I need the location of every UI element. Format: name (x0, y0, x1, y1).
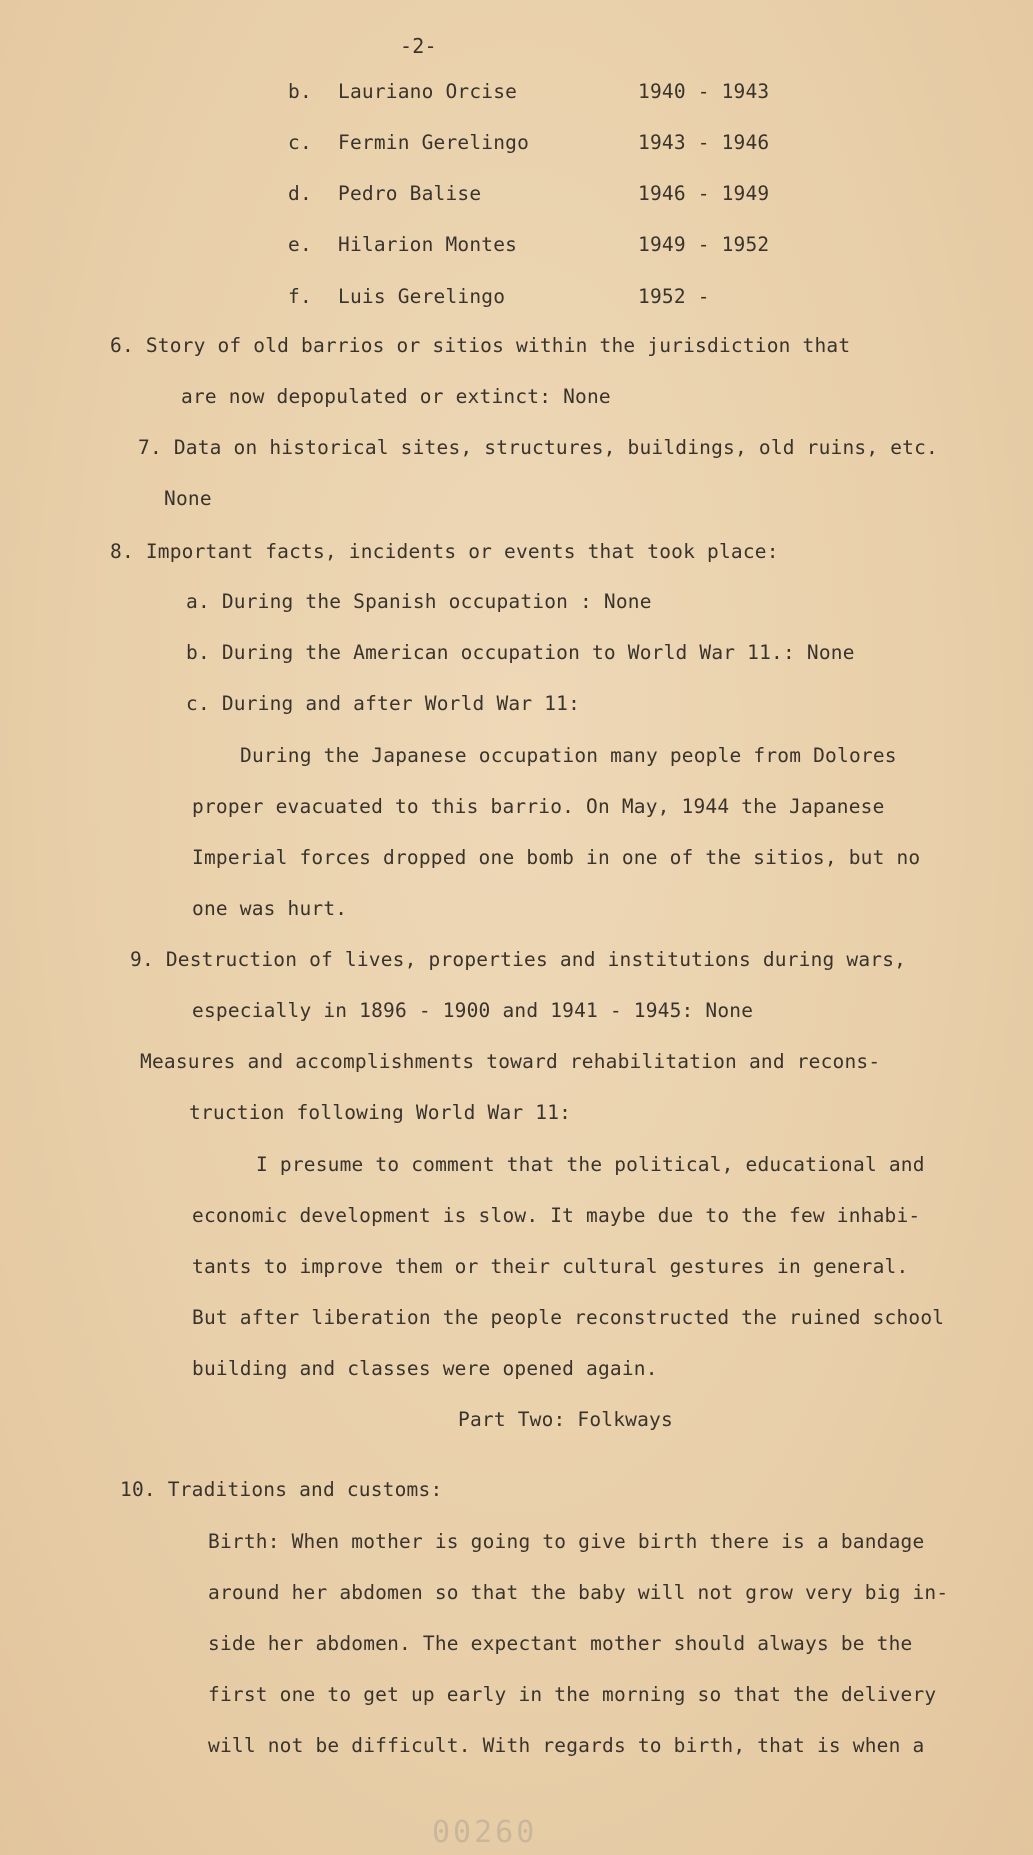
officer-name: Lauriano Orcise (338, 80, 518, 103)
text-line: Measures and accomplishments toward rehabilitation and recons- (140, 1050, 881, 1073)
section-title: Part Two: Folkways (458, 1408, 673, 1431)
list-item (0, 233, 900, 263)
text-line: especially in 1896 - 1900 and 1941 - 1945: None (192, 999, 754, 1022)
officer-name: Pedro Balise (338, 182, 482, 205)
term-years: 1946 - 1949 (638, 182, 770, 205)
text-line: economic development is slow. It maybe due to the few inhabi- (192, 1204, 921, 1227)
list-item (0, 182, 900, 212)
item-7-heading: 7. Data on historical sites, structures, buildings, old ruins, etc. (138, 436, 938, 459)
text-line: Imperial forces dropped one bomb in one of the sitios, but no (192, 846, 921, 869)
text-line: But after liberation the people reconstructed the ruined school (192, 1306, 945, 1329)
item-letter: b. (288, 80, 312, 103)
item-6-heading: 6. Story of old barrios or sitios within the jurisdiction that (110, 334, 851, 357)
sub-item-b: b. During the American occupation to World War 11.: None (186, 641, 855, 664)
item-10-heading: 10. Traditions and customs: (120, 1478, 443, 1501)
text-line: During the Japanese occupation many people from Dolores (240, 744, 897, 767)
text-line: first one to get up early in the morning so that the delivery (208, 1683, 937, 1706)
item-letter: e. (288, 233, 312, 256)
item-letter: d. (288, 182, 312, 205)
text-line: around her abdomen so that the baby will not grow very big in- (208, 1581, 949, 1604)
item-letter: c. (288, 131, 312, 154)
text-line: side her abdomen. The expectant mother should always be the (208, 1632, 913, 1655)
list-item (0, 131, 900, 161)
text-line: Birth: When mother is going to give birth there is a bandage (208, 1530, 925, 1553)
archive-stamp: 00260 (432, 1815, 538, 1850)
text-line: None (164, 487, 212, 510)
item-8-heading: 8. Important facts, incidents or events that took place: (110, 540, 779, 563)
officer-name: Fermin Gerelingo (338, 131, 530, 154)
sub-item-c: c. During and after World War 11: (186, 692, 581, 715)
text-line: are now depopulated or extinct: None (181, 385, 611, 408)
text-line: building and classes were opened again. (192, 1357, 658, 1380)
list-item (0, 285, 900, 315)
term-years: 1949 - 1952 (638, 233, 770, 256)
officer-name: Luis Gerelingo (338, 285, 506, 308)
list-item (0, 80, 900, 110)
page-number: -2- (400, 34, 437, 58)
term-years: 1952 - (638, 285, 710, 308)
text-line: will not be difficult. With regards to birth, that is when a (208, 1734, 925, 1757)
text-line: one was hurt. (192, 897, 348, 920)
text-line: proper evacuated to this barrio. On May, 1944 the Japanese (192, 795, 885, 818)
text-line: truction following World War 11: (189, 1101, 572, 1124)
item-letter: f. (288, 285, 312, 308)
text-line: tants to improve them or their cultural gestures in general. (192, 1255, 909, 1278)
sub-item-a: a. During the Spanish occupation : None (186, 590, 652, 613)
term-years: 1940 - 1943 (638, 80, 770, 103)
item-9-heading: 9. Destruction of lives, properties and institutions during wars, (130, 948, 907, 971)
text-line: I presume to comment that the political, educational and (256, 1153, 925, 1176)
term-years: 1943 - 1946 (638, 131, 770, 154)
officer-name: Hilarion Montes (338, 233, 518, 256)
